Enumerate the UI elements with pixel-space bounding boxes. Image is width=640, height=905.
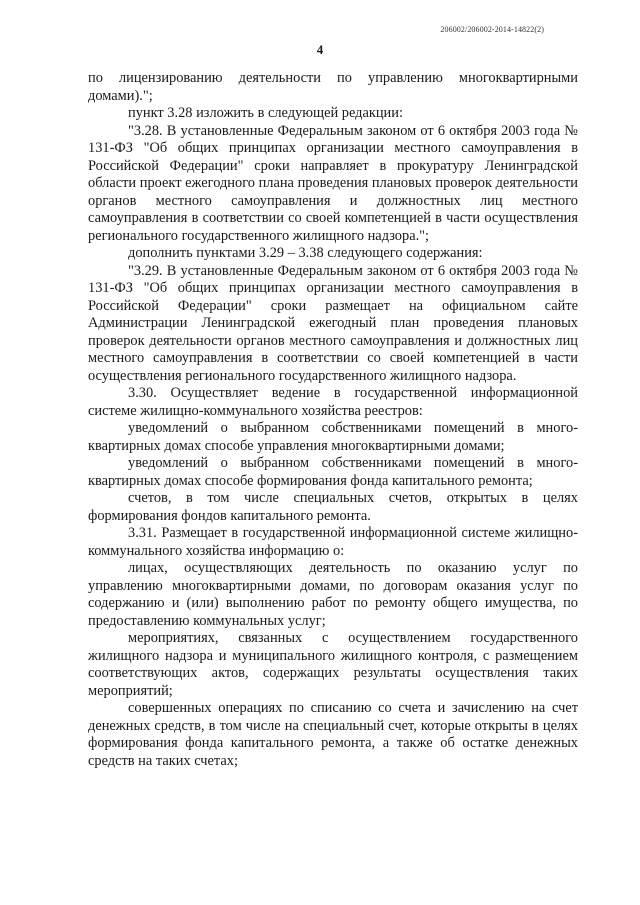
paragraph-info-account-operations: совершенных операциях по списанию со счета и зачислению на счет денежных средств, в том числе на специальный счет, которые открыты в целях формирования фонда капитального ремонта, а также об остатке денежных средств на таких счетах; — [88, 700, 578, 769]
paragraph-continuation: по лицензированию деятельности по управлению многоквартирными домами)."; — [88, 70, 578, 104]
page-number: 4 — [316, 42, 324, 57]
document-body — [88, 70, 578, 770]
paragraph-item-3-28-intro: пункт 3.28 изложить в следующей редакции: — [128, 105, 403, 121]
document-registration-number: 206002/206002-2014-14822(2) — [440, 25, 544, 34]
paragraph-item-3-28: "3.28. В установленные Федеральным законом от 6 октября 2003 года № 131-ФЗ "Об общих принципах организации местного самоуправления в Российской Федерации" сроки направляет в прокуратуру Ленинградской области проект ежегодного плана проведения плановых проверок деятельности органов местного самоуправления и должностных лиц местного самоуправления в соответствии со своей компетенцией в части осуществления регионального государственного жилищного надзора."; — [88, 122, 578, 244]
paragraph-items-3-29-3-38-intro: дополнить пунктами 3.29 – 3.38 следующего содержания: — [128, 245, 483, 261]
paragraph-info-supervision-measures: мероприятиях, связанных с осуществлением государственного жилищного надзора и муниципального жилищного контроля, с размещением соответствующих актов, содержащих результаты осуществления таких мероприятий; — [88, 630, 578, 699]
paragraph-item-3-30: 3.30. Осуществляет ведение в государственной информационной системе жилищно-коммунального хозяйства реестров: — [88, 385, 578, 419]
paragraph-registry-accounts: счетов, в том числе специальных счетов, открытых в целях формирования фондов капитального ремонта. — [88, 490, 578, 524]
paragraph-registry-repair-fund: уведомлений о выбранном собственниками помещений в много-квартирных домах способе формирования фонда капитального ремонта; — [88, 455, 578, 489]
paragraph-info-service-providers: лицах, осуществляющих деятельность по оказанию услуг по управлению многоквартирными домами, по договорам оказания услуг по содержанию и (или) выполнению работ по ремонту общего имущества, по предоставлению коммунальных услуг; — [88, 560, 578, 629]
paragraph-registry-management-method: уведомлений о выбранном собственниками помещений в много-квартирных домах способе управления многоквартирными домами; — [88, 420, 578, 454]
paragraph-item-3-31: 3.31. Размещает в государственной информационной системе жилищно-коммунального хозяйства информацию о: — [88, 525, 578, 559]
paragraph-item-3-29: "3.29. В установленные Федеральным законом от 6 октября 2003 года № 131-ФЗ "Об общих принципах организации местного самоуправления в Российской Федерации" сроки размещает на официальном сайте Администрации Ленинградской ежегодный план проведения плановых проверок деятельности органов местного самоуправления и должностных лиц местного самоуправления в соответствии со своей компетенцией в части осуществления регионального государственного жилищного надзора. — [88, 262, 578, 384]
